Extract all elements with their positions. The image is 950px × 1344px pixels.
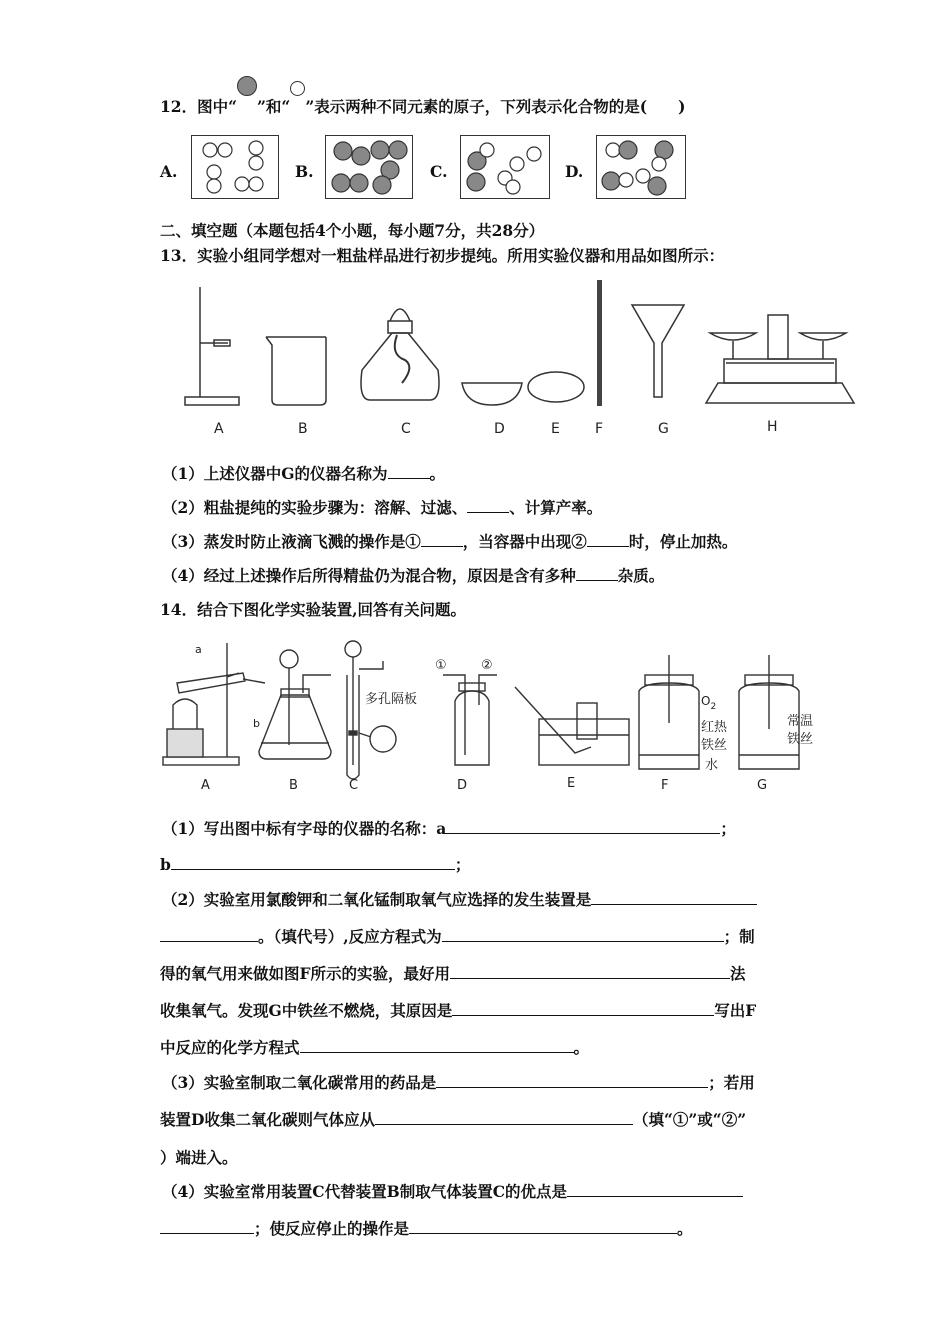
section-heading: 二、填空题（本题包括4个小题，每小题7分，共28分） [160,221,545,240]
water-label: 水 [705,758,719,773]
answer-blank[interactable] [388,464,430,479]
fig-label: B [298,421,308,437]
atom [606,143,620,157]
atom [602,172,620,190]
q14-apparatus-figure [155,635,835,795]
room-temp-label: 铁丝 [787,732,814,747]
beaker-icon [266,337,326,405]
answer-blank[interactable] [421,532,463,547]
gray-atom-icon [237,76,257,96]
answer-blank[interactable] [567,1182,743,1197]
setup-a-icon [163,643,265,765]
option-c-label: C. [430,162,448,181]
fig-label: D [457,778,468,793]
atom [619,141,637,159]
atom [352,147,370,165]
option-d-label: D. [565,162,584,181]
atom [350,174,368,192]
atom [373,176,391,194]
atom [334,142,352,160]
atom [636,169,650,183]
option-b-diagram [325,135,413,199]
atom [652,157,666,171]
setup-d-icon [443,675,497,765]
q14-part1-b: b ； [160,855,471,874]
atom [203,143,217,157]
q14-part1-a: （1）写出图中标有字母的仪器的名称：a ； [162,819,736,838]
answer-blank[interactable] [467,498,509,513]
atom [249,156,263,170]
fig-label: C [349,778,359,793]
option-c-diagram [460,135,550,199]
answer-blank[interactable] [587,532,629,547]
room-temp-label: 常温 [787,714,814,729]
fig-label: B [289,778,298,793]
fig-label: G [757,778,768,793]
fig-label: A [201,778,210,793]
label-b: b [253,717,260,730]
q13-part3: （3）蒸发时防止液滴飞溅的操作是① ，当容器中出现② 时，停止加热。 [162,532,738,551]
atom [648,177,666,195]
option-a-diagram [191,135,279,199]
q14-part2-line1: （2）实验室用氯酸钾和二氧化锰制取氧气应选择的发生装置是 [162,890,757,910]
hot-wire-label: 铁丝 [701,738,728,753]
q13-apparatus-figure [170,275,860,445]
q13-part2: （2）粗盐提纯的实验步骤为：溶解、过滤、 、计算产率。 [162,498,603,517]
atom [371,141,389,159]
atom [207,165,221,179]
glass-rod-icon [597,280,602,406]
fig-label: A [214,421,224,437]
answer-blank[interactable] [160,1219,254,1234]
fig-label: G [658,421,669,437]
answer-blank[interactable] [300,1038,574,1053]
atom [235,177,249,191]
q14-part4-line1: （4）实验室常用装置C代替装置B制取气体装置C的优点是 [162,1182,743,1202]
atom [218,143,232,157]
q13-stem: 13．实验小组同学想对一粗盐样品进行初步提纯。所用实验仪器和用品如图所示： [160,246,725,265]
q14-stem: 14．结合下图化学实验装置,回答有关问题。 [160,600,466,619]
answer-blank[interactable] [450,964,730,979]
setup-b-icon [259,650,331,759]
atom [619,173,633,187]
setup-f-icon [639,655,699,769]
answer-blank[interactable] [160,927,258,942]
fig-label: C [401,421,411,437]
alcohol-lamp-icon [361,309,439,400]
answer-blank[interactable] [576,566,618,581]
q14-part2-line3: 得的氧气用来做如图F所示的实验，最好用 法 [160,964,746,983]
iron-stand-icon [185,287,239,405]
answer-blank[interactable] [409,1219,677,1234]
q14-part4-line2: ；使反应停止的操作是 。 [160,1219,693,1239]
q14-part3-line2: 装置D收集二氧化碳则气体应从 （填“①”或“②” [160,1110,747,1129]
fig-label: E [551,421,560,437]
option-d-diagram [596,135,686,199]
atom [655,141,673,159]
o2-label: $O_2$ [701,694,717,712]
q14-part2-line4: 收集氧气。发现G中铁丝不燃烧，其原因是 写出F [160,1001,757,1020]
atom [506,180,520,194]
atom [389,141,407,159]
setup-c-icon [345,641,396,779]
answer-blank[interactable] [452,1001,714,1016]
answer-blank[interactable] [442,927,724,942]
label-a: a [195,643,202,656]
port-2-label: ② [481,658,493,673]
fig-label: H [767,419,778,435]
white-atom-icon [290,81,305,96]
watch-glass-icon [528,372,584,402]
atom [467,173,485,191]
hot-wire-label: 红热 [701,720,728,735]
option-a-label: A. [160,162,178,181]
balance-icon [706,315,854,403]
option-b-label: B. [295,162,314,181]
setup-e-icon [515,687,629,765]
fig-label: F [595,421,604,437]
atom [332,174,350,192]
setup-g-icon [739,655,799,769]
evaporating-dish-icon [462,383,522,405]
answer-blank[interactable] [446,819,720,834]
atom [510,157,524,171]
atom [249,177,263,191]
atom [480,143,494,157]
fig-label: E [567,776,576,791]
q13-part1: （1）上述仪器中G的仪器名称为 。 [162,464,446,483]
porous-plate-label: 多孔隔板 [365,692,418,707]
q14-part3-line1: （3）实验室制取二氧化碳常用的药品是 ；若用 [162,1073,755,1092]
q14-part2-line5: 中反应的化学方程式 。 [160,1038,590,1057]
answer-blank[interactable] [171,855,455,870]
fig-label: F [661,778,669,793]
answer-blank[interactable] [436,1073,708,1088]
q12-stem: 12．图中“ ”和“ ”表示两种不同元素的原子，下列表示化合物的是( ) [160,92,685,117]
atom [207,179,221,193]
fig-label: D [494,421,505,437]
atom [249,141,263,155]
atom [527,147,541,161]
answer-blank[interactable] [375,1110,633,1125]
q13-part4: （4）经过上述操作后所得精盐仍为混合物，原因是含有多种 杂质。 [162,566,665,585]
q14-part3-line3: ）端进入。 [160,1148,238,1167]
port-1-label: ① [435,658,447,673]
q14-part2-line2: 。（填代号）,反应方程式为 ；制 [160,927,755,947]
funnel-icon [632,305,684,397]
answer-blank[interactable] [591,890,757,905]
